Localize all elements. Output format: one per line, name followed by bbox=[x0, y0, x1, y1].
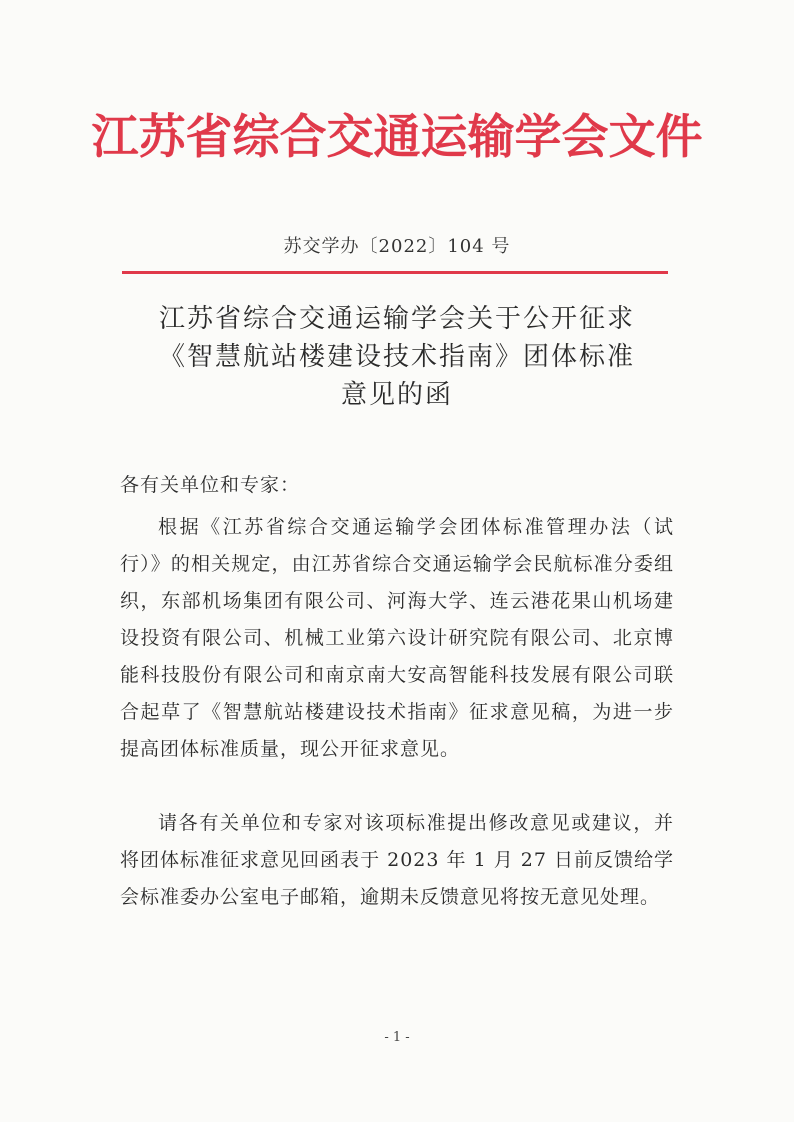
document-title bbox=[0, 300, 794, 414]
document-number: 苏交学办〔2022〕104 号 bbox=[283, 236, 511, 257]
body-paragraph-2: 请各有关单位和专家对该项标准提出修改意见或建议，并将团体标准征求意见回函表于 2023 年 1 月 27 日前反馈给学会标准委办公室电子邮箱，逾期未反馈意见将按无意见处理。 bbox=[120, 812, 674, 908]
masthead-title: 江苏省综合交通运输学会文件 bbox=[91, 110, 703, 165]
salutation: 各有关单位和专家： bbox=[120, 474, 301, 496]
title-line-2: 《智慧航站楼建设技术指南》团体标准 bbox=[158, 342, 635, 372]
title-line-3: 意见的函 bbox=[340, 380, 453, 410]
body-paragraph-1: 根据《江苏省综合交通运输学会团体标准管理办法（试行）》的相关规定，由江苏省综合交通运输学会民航标准分委组织，东部机场集团有限公司、河海大学、连云港花果山机场建设投资有限公司、机械工业第六设计研究院有限公司、北京博能科技股份有限公司和南京南大安高智能科技发展有限公司联合起草了《智慧航站楼建设技术指南》征求意见稿，为进一步提高团体标准质量，现公开征求意见。 bbox=[120, 516, 674, 760]
page-number: - 1 - bbox=[384, 1030, 410, 1045]
red-divider-line bbox=[122, 271, 668, 274]
title-line-1: 江苏省综合交通运输学会关于公开征求 bbox=[158, 304, 635, 334]
